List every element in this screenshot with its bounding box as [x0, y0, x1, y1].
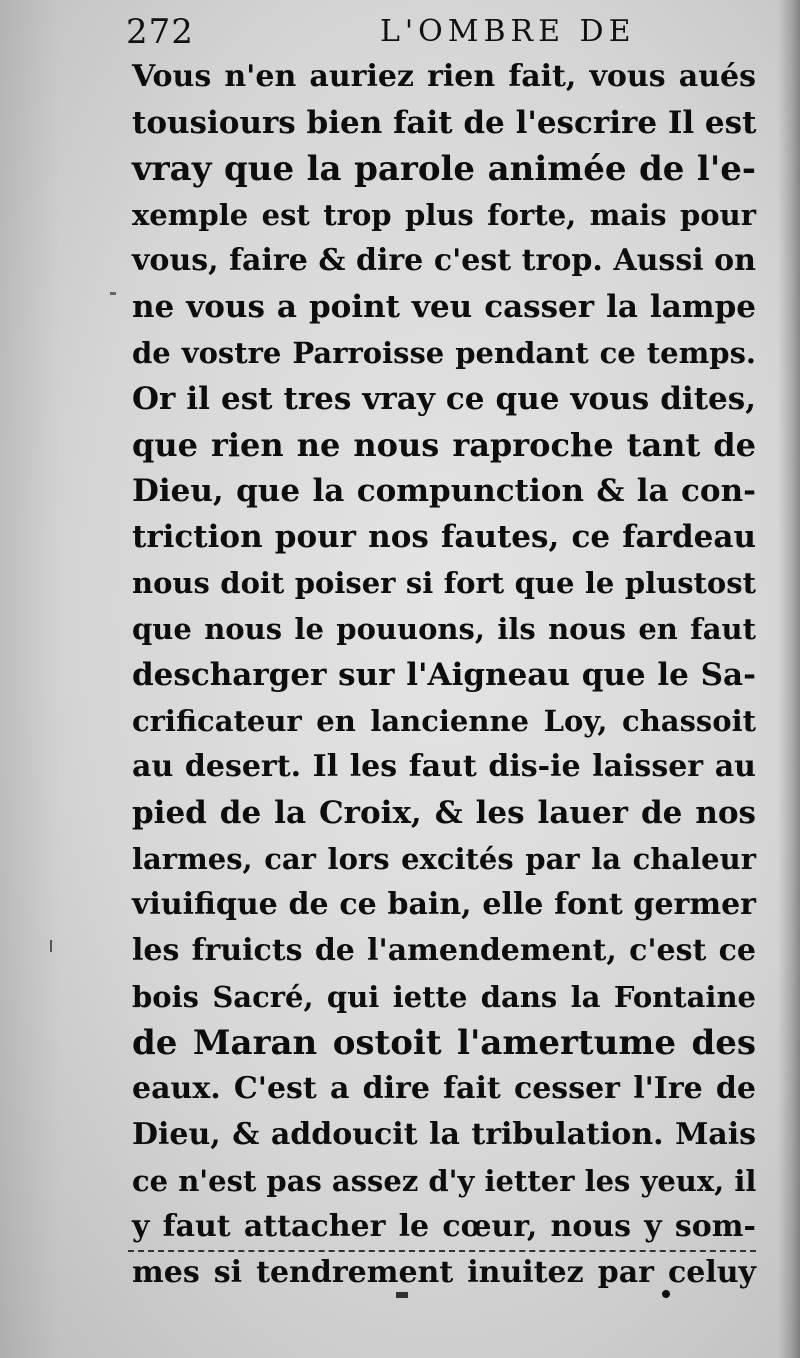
text-line: Or il est tres vray ce que vous dites,: [132, 381, 756, 417]
text-line: au desert. Il les faut dis-ie laisser au: [132, 749, 756, 784]
text-line: vous, faire & dire c'est trop. Aussi on: [132, 243, 756, 278]
ink-speck: [110, 292, 116, 295]
ink-speck: [50, 940, 52, 952]
text-line: tousiours bien fait de l'escrire Il est: [132, 105, 757, 141]
text-line: xemple est trop plus forte, mais pour: [132, 198, 756, 232]
text-line: larmes, car lors excités par la chaleur: [132, 842, 756, 876]
text-line: mes si tendrement inuitez par celuy: [132, 1255, 756, 1290]
text-line: vray que la parole animée de l'e-: [132, 149, 756, 189]
page-number: 272: [126, 12, 194, 52]
text-line: Vous n'en auriez rien fait, vous aués: [132, 59, 756, 94]
text-line: pied de la Croix, & les lauer de nos: [132, 795, 756, 831]
page-edge-shadow: [778, 0, 800, 1358]
text-line: y faut attacher le cœur, nous y som-: [132, 1209, 756, 1244]
bottom-rule: [128, 1250, 756, 1252]
text-line: viuifique de ce bain, elle font germer: [132, 887, 756, 922]
text-line: eaux. C'est a dire fait cesser l'Ire de: [132, 1071, 756, 1106]
text-line: ce n'est pas assez d'y ietter les yeux, il: [132, 1164, 757, 1198]
text-line: les fruicts de l'amendement, c'est ce: [132, 933, 756, 968]
running-head: L'OMBRE DE: [380, 14, 636, 49]
text-line: Dieu, que la compunction & la con-: [132, 473, 756, 509]
text-line: de vostre Parroisse pendant ce temps.: [132, 336, 756, 370]
text-line: crificateur en lancienne Loy, chassoit: [132, 704, 756, 738]
text-line: ne vous a point veu casser la lampe: [132, 289, 756, 325]
page-header: [126, 12, 756, 54]
ink-speck: [396, 1292, 408, 1298]
text-line: bois Sacré, qui iette dans la Fontaine: [132, 980, 756, 1014]
text-line: de Maran ostoit l'amertume des: [132, 1023, 756, 1063]
body-text: [132, 54, 756, 1296]
text-line: triction pour nos fautes, ce fardeau: [132, 519, 756, 555]
text-line: descharger sur l'Aigneau que le Sa-: [132, 657, 756, 693]
text-line: que nous le pouuons, ils nous en faut: [132, 612, 756, 646]
text-line: que rien ne nous raproche tant de: [132, 426, 756, 464]
ink-dot: [662, 1290, 670, 1298]
text-line: Dieu, & addoucit la tribulation. Mais: [132, 1117, 756, 1152]
text-line: nous doit poiser si fort que le plustost: [132, 566, 756, 600]
page-gutter-shadow: [0, 0, 60, 1358]
